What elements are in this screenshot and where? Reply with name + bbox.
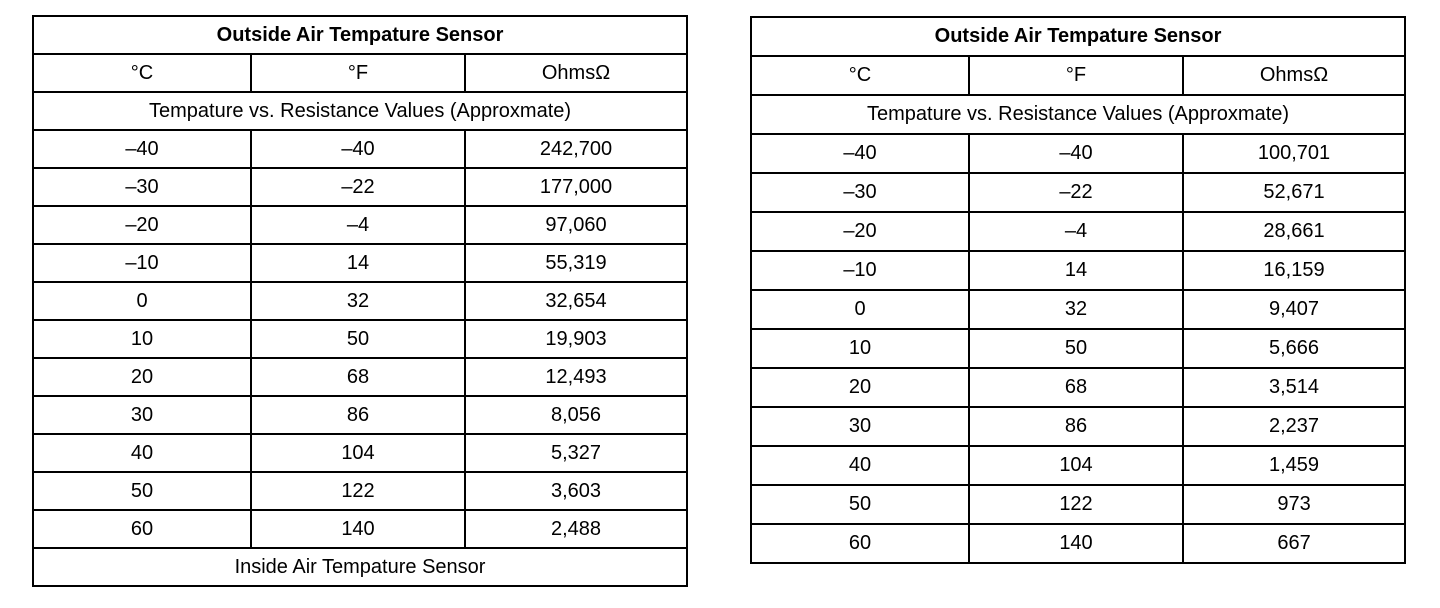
table-row [33, 244, 687, 282]
fahrenheit-cell: –40 [969, 134, 1183, 173]
table-title: Outside Air Tempature Sensor [751, 17, 1405, 56]
table-header-row [33, 54, 687, 92]
ohms-cell: 3,603 [465, 472, 687, 510]
table-subtitle: Tempature vs. Resistance Values (Approxmate) [751, 95, 1405, 134]
celsius-cell: –30 [751, 173, 969, 212]
celsius-cell: 0 [33, 282, 251, 320]
table-footer-row [33, 548, 687, 586]
table-row [33, 206, 687, 244]
table-body [751, 134, 1405, 563]
ohms-cell: 5,666 [1183, 329, 1405, 368]
table-footer: Inside Air Tempature Sensor [33, 548, 687, 586]
ohms-cell: 32,654 [465, 282, 687, 320]
ohms-cell: 16,159 [1183, 251, 1405, 290]
column-header-celsius: °C [751, 56, 969, 95]
ohms-cell: 973 [1183, 485, 1405, 524]
fahrenheit-cell: 50 [251, 320, 465, 358]
left-sensor-table [32, 15, 688, 587]
ohms-cell: 3,514 [1183, 368, 1405, 407]
table-row [751, 524, 1405, 563]
table-row [33, 396, 687, 434]
table-row [751, 212, 1405, 251]
table-row [33, 168, 687, 206]
table-title: Outside Air Tempature Sensor [33, 16, 687, 54]
table-row [33, 130, 687, 168]
fahrenheit-cell: –4 [969, 212, 1183, 251]
fahrenheit-cell: 104 [251, 434, 465, 472]
celsius-cell: 30 [33, 396, 251, 434]
ohms-cell: 55,319 [465, 244, 687, 282]
celsius-cell: 30 [751, 407, 969, 446]
table-body [33, 130, 687, 548]
column-header-ohms: OhmsΩ [1183, 56, 1405, 95]
celsius-cell: –40 [751, 134, 969, 173]
ohms-cell: 12,493 [465, 358, 687, 396]
table-row [751, 485, 1405, 524]
celsius-cell: –10 [33, 244, 251, 282]
table-row [33, 510, 687, 548]
fahrenheit-cell: 32 [969, 290, 1183, 329]
fahrenheit-cell: 32 [251, 282, 465, 320]
celsius-cell: 20 [751, 368, 969, 407]
fahrenheit-cell: –4 [251, 206, 465, 244]
ohms-cell: 97,060 [465, 206, 687, 244]
celsius-cell: 10 [751, 329, 969, 368]
celsius-cell: 60 [33, 510, 251, 548]
fahrenheit-cell: 68 [251, 358, 465, 396]
fahrenheit-cell: 86 [251, 396, 465, 434]
ohms-cell: 5,327 [465, 434, 687, 472]
table-row [751, 446, 1405, 485]
celsius-cell: 40 [751, 446, 969, 485]
ohms-cell: 8,056 [465, 396, 687, 434]
celsius-cell: 40 [33, 434, 251, 472]
table-row [33, 358, 687, 396]
ohms-cell: 52,671 [1183, 173, 1405, 212]
celsius-cell: 20 [33, 358, 251, 396]
ohms-cell: 1,459 [1183, 446, 1405, 485]
ohms-cell: 2,237 [1183, 407, 1405, 446]
table-row [751, 407, 1405, 446]
ohms-cell: 2,488 [465, 510, 687, 548]
fahrenheit-cell: –40 [251, 130, 465, 168]
table-row [751, 368, 1405, 407]
celsius-cell: –20 [33, 206, 251, 244]
fahrenheit-cell: 122 [969, 485, 1183, 524]
fahrenheit-cell: 14 [969, 251, 1183, 290]
fahrenheit-cell: 122 [251, 472, 465, 510]
column-header-ohms: OhmsΩ [465, 54, 687, 92]
table-row [33, 434, 687, 472]
ohms-cell: 9,407 [1183, 290, 1405, 329]
celsius-cell: 50 [751, 485, 969, 524]
table-subtitle: Tempature vs. Resistance Values (Approxmate) [33, 92, 687, 130]
ohms-cell: 667 [1183, 524, 1405, 563]
fahrenheit-cell: 50 [969, 329, 1183, 368]
celsius-cell: –40 [33, 130, 251, 168]
table-row [751, 329, 1405, 368]
table-row [33, 282, 687, 320]
table-title-row [751, 17, 1405, 56]
ohms-cell: 28,661 [1183, 212, 1405, 251]
table-row [751, 251, 1405, 290]
fahrenheit-cell: 140 [251, 510, 465, 548]
fahrenheit-cell: 140 [969, 524, 1183, 563]
fahrenheit-cell: 68 [969, 368, 1183, 407]
ohms-cell: 19,903 [465, 320, 687, 358]
table-row [33, 472, 687, 510]
table-row [751, 173, 1405, 212]
fahrenheit-cell: 14 [251, 244, 465, 282]
column-header-fahrenheit: °F [251, 54, 465, 92]
table-subtitle-row [33, 92, 687, 130]
ohms-cell: 177,000 [465, 168, 687, 206]
column-header-fahrenheit: °F [969, 56, 1183, 95]
table-subtitle-row [751, 95, 1405, 134]
celsius-cell: –10 [751, 251, 969, 290]
fahrenheit-cell: 86 [969, 407, 1183, 446]
fahrenheit-cell: –22 [969, 173, 1183, 212]
table-title-row [33, 16, 687, 54]
celsius-cell: 10 [33, 320, 251, 358]
table-row [33, 320, 687, 358]
celsius-cell: –30 [33, 168, 251, 206]
column-header-celsius: °C [33, 54, 251, 92]
fahrenheit-cell: 104 [969, 446, 1183, 485]
celsius-cell: 50 [33, 472, 251, 510]
table-header-row [751, 56, 1405, 95]
fahrenheit-cell: –22 [251, 168, 465, 206]
right-sensor-table [750, 16, 1406, 564]
table-row [751, 290, 1405, 329]
celsius-cell: –20 [751, 212, 969, 251]
celsius-cell: 0 [751, 290, 969, 329]
celsius-cell: 60 [751, 524, 969, 563]
ohms-cell: 242,700 [465, 130, 687, 168]
table-row [751, 134, 1405, 173]
ohms-cell: 100,701 [1183, 134, 1405, 173]
